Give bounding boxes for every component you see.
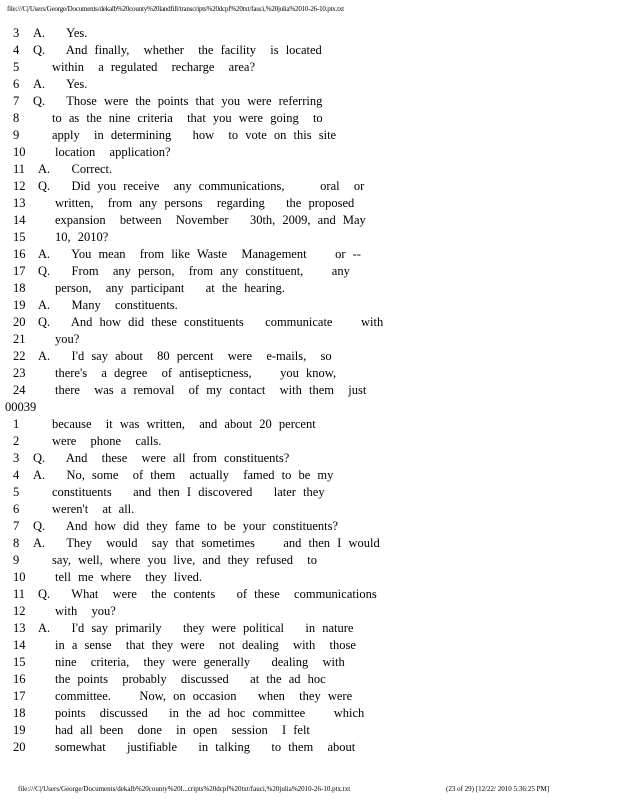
line-text: Q. And these were all from constituents? xyxy=(33,451,290,465)
line-text: committee. Now, on occasion when they were xyxy=(55,689,353,703)
transcript-line xyxy=(0,348,618,365)
transcript-line xyxy=(0,212,618,229)
line-text: you? xyxy=(55,332,80,346)
transcript-line xyxy=(0,569,618,586)
line-number: 10 xyxy=(13,145,26,159)
line-number: 3 xyxy=(13,26,20,40)
transcript-line xyxy=(0,246,618,263)
transcript-line xyxy=(0,280,618,297)
footer-file-path: file:///C|/Users/George/Documents/dekalb%20county%20l...cripts%20dcpf%20txt/fauci,%20julia%2010-26-10.ptx.txt xyxy=(18,785,351,793)
line-text: in a sense that they were not dealing with those xyxy=(55,638,356,652)
line-number: 14 xyxy=(13,213,26,227)
line-text: the points probably discussed at the ad hoc xyxy=(55,672,326,686)
transcript-line xyxy=(0,263,618,280)
line-text: to as the nine criteria that you were going to xyxy=(52,111,323,125)
transcript-line xyxy=(0,25,618,42)
line-text: points discussed in the ad hoc committee which xyxy=(55,706,365,720)
transcript-line xyxy=(0,671,618,688)
line-number: 22 xyxy=(13,349,26,363)
line-number: 18 xyxy=(13,281,26,295)
line-text: A. Yes. xyxy=(33,77,88,91)
line-number: 5 xyxy=(13,60,20,74)
line-number: 8 xyxy=(13,536,20,550)
line-number: 15 xyxy=(13,230,26,244)
line-text: somewhat justifiable in talking to them about xyxy=(55,740,356,754)
transcript-line xyxy=(0,229,618,246)
line-number: 7 xyxy=(13,94,20,108)
line-text: Q. From any person, from any constituent, any xyxy=(38,264,350,278)
line-text: written, from any persons regarding the proposed xyxy=(55,196,355,210)
line-number: 2 xyxy=(13,434,20,448)
line-number: 11 xyxy=(13,587,26,601)
transcript-line xyxy=(0,518,618,535)
line-number: 17 xyxy=(13,689,26,703)
line-text: Q. What were the contents of these communications xyxy=(38,587,377,601)
line-text: because it was written, and about 20 percent xyxy=(52,417,316,431)
transcript-line xyxy=(0,450,618,467)
line-number: 10 xyxy=(13,570,26,584)
file-path-header: file:///C|/Users/George/Documents/dekalb%20county%20landfill/transcripts%20dcpf%20txt/fauci,%20julia%2010-26-10.ptx.txt xyxy=(7,5,344,13)
line-text: A. They would say that sometimes and then I would xyxy=(33,536,380,550)
transcript-line xyxy=(0,467,618,484)
line-text: apply in determining how to vote on this site xyxy=(52,128,337,142)
line-text: tell me where they lived. xyxy=(55,570,203,584)
page-number: 00039 xyxy=(5,400,37,414)
line-text: A. You mean from like Waste Management or -- xyxy=(38,247,361,261)
transcript-line xyxy=(0,552,618,569)
line-number: 18 xyxy=(13,706,26,720)
transcript-line xyxy=(0,722,618,739)
line-number: 12 xyxy=(13,179,26,193)
line-number: 6 xyxy=(13,77,20,91)
line-text: weren't at all. xyxy=(52,502,135,516)
transcript-line xyxy=(0,586,618,603)
line-number: 5 xyxy=(13,485,20,499)
line-text: A. I'd say primarily they were political in nature xyxy=(38,621,354,635)
transcript-line xyxy=(0,195,618,212)
transcript-line xyxy=(0,705,618,722)
line-number: 20 xyxy=(13,315,26,329)
transcript-line xyxy=(0,297,618,314)
line-number: 13 xyxy=(13,621,26,635)
line-text: A. Yes. xyxy=(33,26,88,40)
transcript-line xyxy=(0,603,618,620)
transcript-line xyxy=(0,739,618,756)
transcript-line xyxy=(0,314,618,331)
line-number: 9 xyxy=(13,553,20,567)
line-text: Q. And how did these constituents communicate with xyxy=(38,315,384,329)
line-text: A. I'd say about 80 percent were e-mails, so xyxy=(38,349,332,363)
line-number: 21 xyxy=(13,332,26,346)
line-number: 17 xyxy=(13,264,26,278)
line-number: 1 xyxy=(13,417,20,431)
footer-page-info: (23 of 29) [12/22/ 2010 5:36:25 PM] xyxy=(446,785,550,793)
transcript-line xyxy=(0,93,618,110)
line-number: 23 xyxy=(13,366,26,380)
transcript-line xyxy=(0,382,618,399)
line-text: had all been done in open session I felt xyxy=(55,723,310,737)
transcript-line xyxy=(0,127,618,144)
line-text: 10, 2010? xyxy=(55,230,109,244)
transcript-line xyxy=(0,59,618,76)
transcript-line xyxy=(0,416,618,433)
transcript-line xyxy=(0,331,618,348)
line-number: 24 xyxy=(13,383,26,397)
transcript-body xyxy=(0,25,618,756)
transcript-line xyxy=(0,178,618,195)
line-number: 14 xyxy=(13,638,26,652)
line-text: there's a degree of antisepticness, you know, xyxy=(55,366,337,380)
line-text: A. Correct. xyxy=(38,162,113,176)
line-text: Q. And finally, whether the facility is located xyxy=(33,43,322,57)
line-text: nine criteria, they were generally dealing with xyxy=(55,655,345,669)
line-number: 20 xyxy=(13,740,26,754)
line-number: 9 xyxy=(13,128,20,142)
line-number: 6 xyxy=(13,502,20,516)
transcript-line xyxy=(0,433,618,450)
line-text: person, any participant at the hearing. xyxy=(55,281,285,295)
page-number-marker xyxy=(0,399,618,416)
line-text: constituents and then I discovered later they xyxy=(52,485,325,499)
line-number: 11 xyxy=(13,162,26,176)
line-number: 16 xyxy=(13,247,26,261)
line-text: A. Many constituents. xyxy=(38,298,178,312)
line-number: 12 xyxy=(13,604,26,618)
line-number: 19 xyxy=(13,723,26,737)
transcript-line xyxy=(0,484,618,501)
line-number: 16 xyxy=(13,672,26,686)
transcript-line xyxy=(0,688,618,705)
line-number: 4 xyxy=(13,43,20,57)
transcript-line xyxy=(0,654,618,671)
line-text: Q. Those were the points that you were referring xyxy=(33,94,323,108)
line-text: Q. Did you receive any communications, oral or xyxy=(38,179,365,193)
transcript-line xyxy=(0,620,618,637)
line-number: 19 xyxy=(13,298,26,312)
line-text: with you? xyxy=(55,604,116,618)
transcript-line xyxy=(0,637,618,654)
line-text: expansion between November 30th, 2009, and May xyxy=(55,213,366,227)
transcript-line xyxy=(0,161,618,178)
line-text: within a regulated recharge area? xyxy=(52,60,256,74)
line-text: Q. And how did they fame to be your constituents? xyxy=(33,519,339,533)
line-number: 15 xyxy=(13,655,26,669)
line-text: there was a removal of my contact with them just xyxy=(55,383,367,397)
line-text: were phone calls. xyxy=(52,434,162,448)
transcript-line xyxy=(0,365,618,382)
line-text: say, well, where you live, and they refused to xyxy=(52,553,317,567)
transcript-line xyxy=(0,501,618,518)
line-number: 13 xyxy=(13,196,26,210)
line-number: 4 xyxy=(13,468,20,482)
transcript-line xyxy=(0,76,618,93)
line-text: A. No, some of them actually famed to be my xyxy=(33,468,334,482)
transcript-line xyxy=(0,42,618,59)
line-number: 3 xyxy=(13,451,20,465)
line-text: location application? xyxy=(55,145,171,159)
transcript-line xyxy=(0,144,618,161)
line-number: 8 xyxy=(13,111,20,125)
transcript-line xyxy=(0,535,618,552)
line-number: 7 xyxy=(13,519,20,533)
transcript-line xyxy=(0,110,618,127)
